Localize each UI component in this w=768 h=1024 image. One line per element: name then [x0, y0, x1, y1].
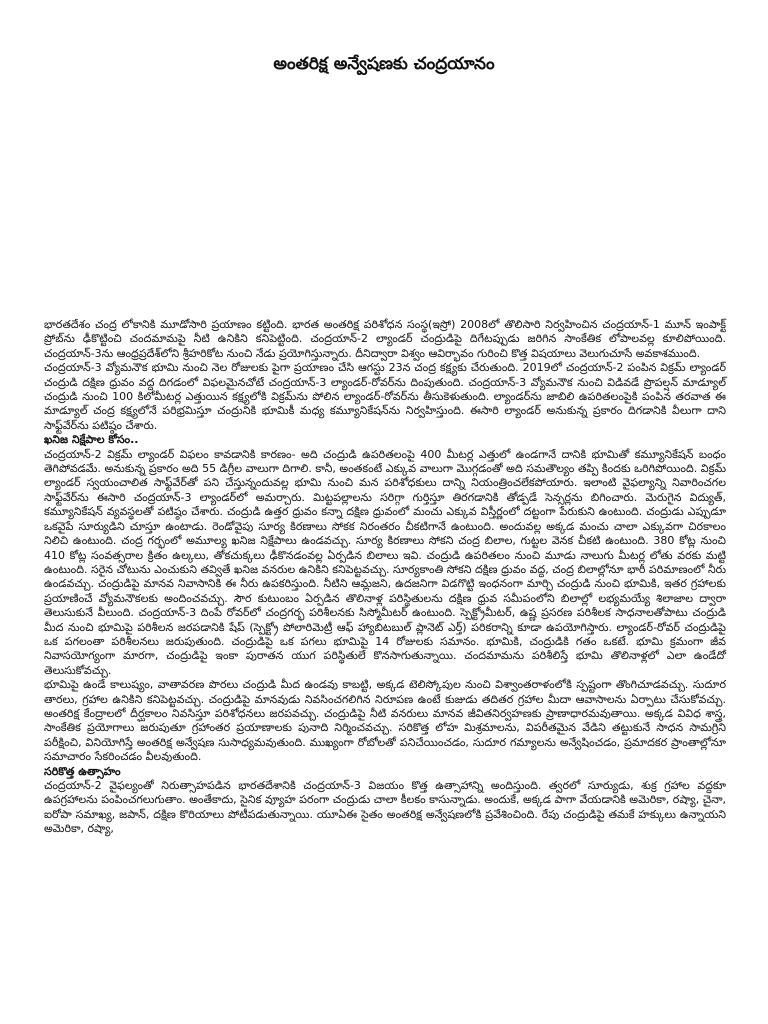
paragraph-exploration: భూమిపై ఉండే కాలుష్యం, వాతావరణ పొరలు చంద్రుడి మీద ఉండవు కాబట్టి, అక్కడ టెలిస్కోపుల నుంచి విశ్వాంతరాళంలోకి స్పష్టంగా తొంగిచూడవచ్చు. సుదూర తారలు, గ్రహాల ఉనికిని కనిపెట్టవచ్చు. చంద్రుడిపై మానవుడు నివసించగలిగిన నిరూపణ ఉంటే కుజుడు తదితర గ్రహాల మీదా ఆవాసాలను ఏర్పాటు చేసుకోవచ్చు. అంతరిక్ష కేంద్రాలలో దీర్ఘకాలం నివసిస్తూ పరిశోధనలు జరపవచ్చు. చంద్రుడిపై నీటి వనరులు మానవ జీవితనిర్వహణకు ప్రాణాధారమవుతాయి. అక్కడ వివిధ శాస్త్ర, సాంకేతిక ప్రయోగాలు జరుపుతూ గ్రహాంతర ప్రయాణాలకు పునాది నిర్మించవచ్చు. సరికొత్త లోహ మిశ్రమాలను, విపరీతమైన వేడిని తట్టుకునే సాధన సామగ్రిని పరీక్షించి, వినియోగిస్తే అంతరిక్ష అన్వేషణ సుసాధ్యమవుతుంది. ముఖ్యంగా రోబోలతో పనిచేయించడం, సుదూర గమ్యాలను అన్వేషించడం, ప్రమాదకర ప్రాంతాల్లోనూ సమాచారం సేకరించడం వీలవుతుంది. [44, 678, 726, 764]
page-title: అంతరిక్ష అన్వేషణకు చంద్రయానం [273, 54, 495, 74]
paragraph-minerals: చంద్రయాన్-2 విక్రమ్ ల్యాండర్ విఫలం కావడానికి కారణం- అది చంద్రుడి ఉపరితలంపై 400 మీటర్ల ఎత్తులో ఉండగానే దానికి భూమితో కమ్యూనికేషన్ బంధం తెగిపోవడమే. అనుకున్న ప్రకారం అది 55 డిగ్రీల వాలుగా దిగాలి. కానీ, అంతకంటే ఎక్కువ వాలుగా మొగ్గడంతో అది సమతౌల్యం తప్పి కిందకు ఒరిగిపోయింది. విక్రమ్ ల్యాండర్ స్వయంచాలిత సాఫ్ట్‌వేర్‌తో పని చేస్తున్నందువల్ల భూమి నుంచి మన పరిశోధకులు దాన్ని నియంత్రించలేకపోయారు. ఇలాంటి వైఫల్యాన్ని నివారించగల సాఫ్ట్‌వేర్‌ను ఈసారి చంద్రయాన్-3 ల్యాండర్‌లో అమర్చారు. మిట్టపల్లాలను సరిగ్గా గుర్తిస్తూ తిరగడానికి తోడ్పడే సెన్సర్లను బిగించారు. మెరుగైన విద్యుత్, కమ్యూనికేషన్ వ్యవస్థలతో పటిష్ఠం చేశారు. చంద్రుడి ఉత్తర ధ్రువం కన్నా దక్షిణ ధ్రువంలో మంచు ఎక్కువ విస్తీర్ణంలో దట్టంగా పేరుకుని ఉంటుంది. చంద్రుడు ఎప్పుడూ ఒకవైపే సూర్యుడిని చూస్తూ ఉంటాడు. రెండోవైపు సూర్య కిరణాలు సోకక నిరంతరం చీకటిగానే ఉంటుంది. అందువల్ల అక్కడ మంచు చాలా ఎక్కువగా చిరకాలం నిలిచి ఉంటుంది. చంద్ర గర్భంలో అమూల్య ఖనిజ నిక్షేపాలు ఉండవచ్చు. సూర్య కిరణాలు సోకని చంద్ర బిలాల, గుట్టల వెనక చీకటి ఉంటుంది. 380 కోట్ల నుంచి 410 కోట్ల సంవత్సరాల క్రితం ఉల్కలు, తోకచుక్కలు ఢీకొనడంవల్ల ఏర్పడిన బిలాలు ఇవి. చంద్రుడి ఉపరితలం నుంచి మూడు నాలుగు మీటర్ల లోతు వరకు మట్టి ఉంటుంది. సరైన చోటును ఎంచుకుని తవ్వితే ఖనిజ వనరుల ఉనికిని కనిపెట్టవచ్చు. సూర్యకాంతి సోకని దక్షిణ ధ్రువం వద్ద, చంద్ర బిలాల్లోనూ భారీ పరిమాణంలో నీరు ఉండవచ్చు. చంద్రుడిపై మానవ నివాసానికి ఈ నీరు ఉపకరిస్తుంది. నీటిని ఆమ్లజని, ఉదజనిగా విడగొట్టి ఇంధనంగా మార్చి చంద్రుడి నుంచి భూమికి, ఇతర గ్రహాలకు ప్రయాణించే వ్యోమనౌకలకు అందించవచ్చు. సౌర కుటుంబం ఏర్పడిన తొలినాళ్ల పరిస్థితులను దక్షిణ ధ్రువ సమీపంలోని బిలాల్లో లభ్యమయ్యే శిలాజాల ద్వారా తెలుసుకునే వీలుంది. చంద్రయాన్-3 దింపే రోవర్‌లో చంద్రగర్భ పరిశీలనకు సిస్మోమీటర్ ఉంటుంది. స్పెక్ట్రోమీటర్, ఉష్ణ ప్రసరణ పరిశీలక సాధనాలతోపాటు చంద్రుడి మీద నుంచి భూమిపై పరిశీలన జరపడానికి షేప్ (స్పెక్ట్రో పోలారిమెట్రీ ఆఫ్ హ్యాబిటబుల్ ప్లానెట్ ఎర్త్) పరికరాన్ని కూడా ఉపయోగిస్తారు. ల్యాండర్-రోవర్ చంద్రుడిపై ఒక పగలంతా పరిశీలనలు జరుపుతుంది. చంద్రుడిపై ఒక పగలు భూమిపై 14 రోజులకు సమానం. భూమికి, చంద్రుడికి గతం ఒకటే. భూమి క్రమంగా జీవ నివాసయోగ్యంగా మారగా, చంద్రుడిపై ఇంకా పురాతన యుగ పరిస్థితులే కొనసాగుతున్నాయి. చందమామను పరిశీలిస్తే భూమి తొలినాళ్లలో ఎలా ఉండేదో తెలుసుకోవచ్చు. [44, 447, 726, 677]
paragraph-intro: భారతదేశం చంద్ర లోకానికి మూడోసారి ప్రయాణం కట్టింది. భారత అంతరిక్ష పరిశోధన సంస్థ(ఇస్రో) 2008లో తొలిసారి నిర్వహించిన చంద్రయాన్-1 మూన్ ఇంపాక్ట్ ప్రోబ్‌ను ఢీకొట్టించి చందమామపై నీటి ఉనికిని కనిపెట్టింది. చంద్రయాన్-2 ల్యాండర్ చంద్రుడిపై దిగేటప్పుడు జరిగిన సాంకేతిక లోపాలవల్ల కూలిపోయింది. చంద్రయాన్-3ను ఆంధ్రప్రదేశ్‌లోని శ్రీహరికోట నుంచి నేడు ప్రయోగిస్తున్నారు. దీనిద్వారా విశ్వం ఆవిర్భావం గురించి కొత్త విషయాలు వెలుగుచూసే అవకాశముంది. [44, 318, 726, 360]
article-body [44, 318, 726, 837]
paragraph-mission: చంద్రయాన్-3 వ్యోమనౌక భూమి నుంచి నెల రోజులకు పైగా ప్రయాణం చేసి ఆగస్టు 23న చంద్ర కక్ష్యకు చేరుతుంది. 2019లో చంద్రయాన్-2 పంపిన విక్రమ్ ల్యాండర్ చంద్రుడి దక్షిణ ధ్రువం వద్ద దిగడంలో విఫలమైనచోటే చంద్రయాన్-3 ల్యాండర్-రోవర్‌ను దింపుతుంది. చంద్రయాన్-3 వ్యోమనౌక నుంచి విడివడే ప్రొపల్షన్ మాడ్యూల్ చంద్రుడి నుంచి 100 కిలోమీటర్ల ఎత్తుయిన కక్ష్యలోకి విక్రమ్‌ను పోలిన ల్యాండర్-రోవర్‌ను తీసుకెళుతుంది. ల్యాండర్‌ను జాబిలి ఉపరితలంపైకి పంపిన తరవాత ఈ మాడ్యూల్ చంద్ర కక్ష్యలోనే పరిభ్రమిస్తూ చంద్రునికి భూమికీ మధ్య కమ్యూనికేషన్‌ను నిర్వహిస్తుంది. ఈసారి ల్యాండర్ అనుకున్న ప్రకారం దిగడానికి వీలుగా దాని సాఫ్ట్‌వేర్‌ను పటిష్ఠం చేశారు. [44, 361, 726, 432]
section-heading-enthusiasm: సరికొత్త ఉత్సాహం [44, 764, 121, 778]
paragraph-enthusiasm: చంద్రయాన్-2 వైఫల్యంతో నిరుత్సాహపడిన భారతదేశానికి చంద్రయాన్-3 విజయం కొత్త ఉత్సాహాన్ని అందిస్తుంది. త్వరలో సూర్యుడు, శుక్ర గ్రహాల వద్దకూ ఉపగ్రహాలను పంపించగలుగుతాం. అంతేకాదు, సైనిక వ్యూహ పరంగా చంద్రుడు చాలా కీలకం కాసున్నాడు. అందుకే, అక్కడ పాగా వేయడానికి అమెరికా, రష్యా, చైనా, ఐరోపా సమాఖ్య, జపాన్, దక్షిణ కొరియాలు పోటీపడుతున్నాయి. యూఏఈ సైతం అంతరిక్ష అన్వేషణలోకి ప్రవేశించింది. రేపు చంద్రుడిపై తమకే హక్కులు ఉన్నాయని అమెరికా, రష్యా, [44, 779, 726, 836]
section-heading-minerals: ఖనిజ నిక్షేపాల కోసం.. [44, 433, 139, 447]
